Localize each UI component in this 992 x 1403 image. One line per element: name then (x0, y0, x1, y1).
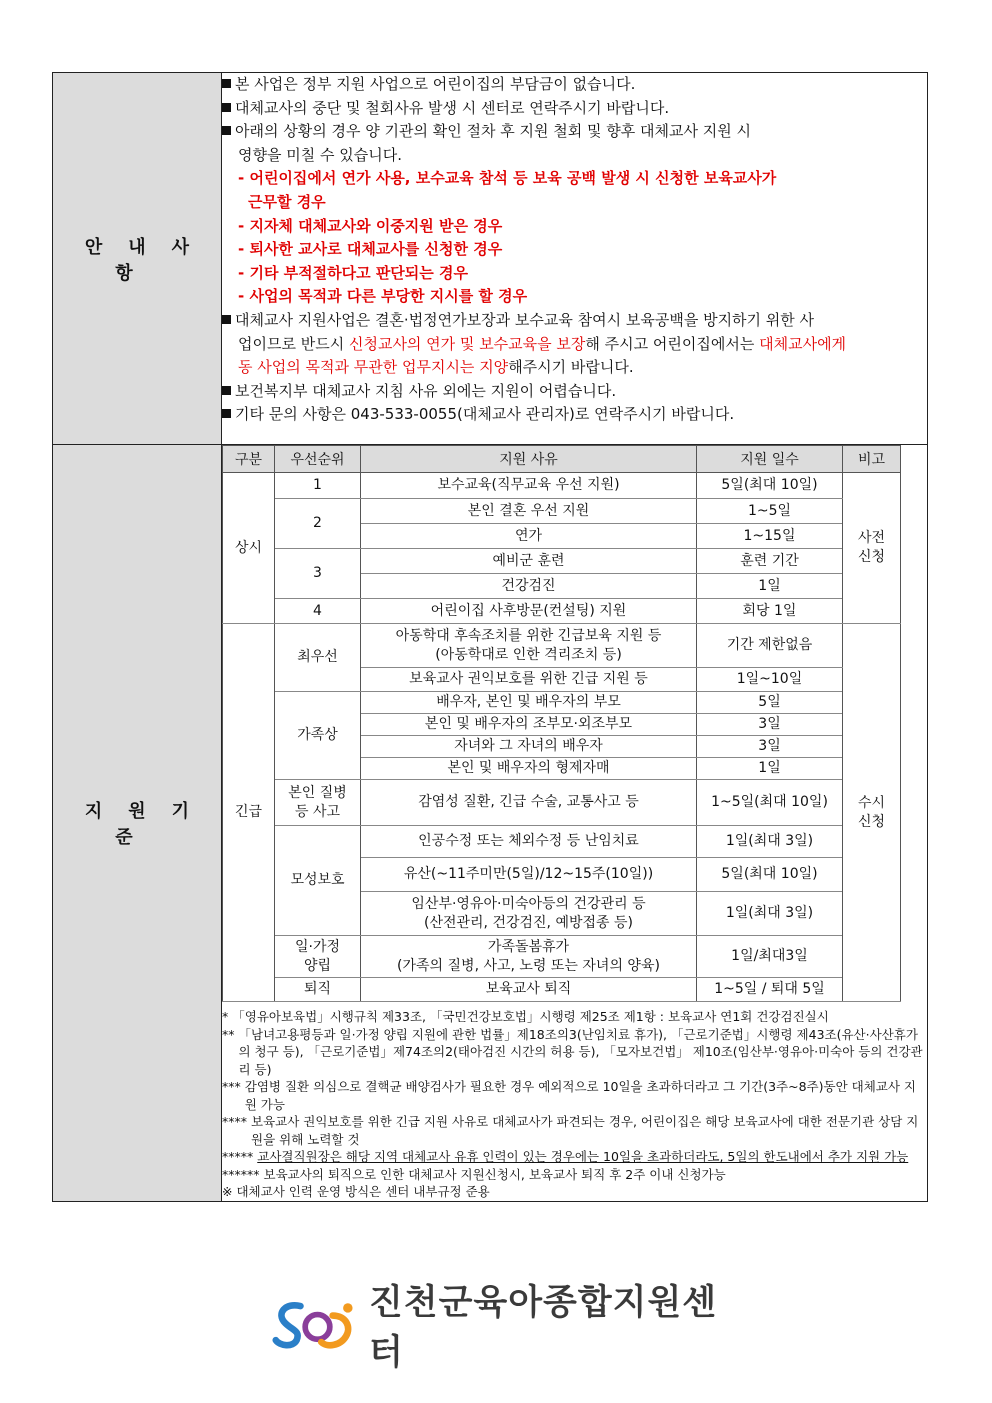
criteria-table (222, 445, 901, 1002)
days-cell: 5일(최대 10일) (697, 473, 843, 499)
footnote: **** 보육교사 권익보호를 위한 긴급 지원 사유로 대체교사가 파견되는 경우, 어린이집은 해당 보육교사에 대한 전문기관 상담 지원을 위해 노력할 것 (222, 1114, 919, 1147)
warning-item: - 어린이집에서 연가 사용, 보수교육 참석 등 보육 공백 발생 시 신청한 보육교사가 (238, 169, 777, 188)
days-cell: 1~15일 (697, 524, 843, 549)
priority-cell: 본인 질병 등 사고 (275, 780, 361, 826)
warning-item: - 퇴사한 교사로 대체교사를 신청한 경우 (238, 240, 503, 259)
days-cell: 1~5일 (697, 499, 843, 524)
reason-cell: 유산(~11주미만(5일)/12~15주(10일)) (361, 858, 697, 892)
days-cell: 5일 (697, 692, 843, 714)
header-remark: 비고 (843, 446, 901, 473)
notice-line: 대체교사의 중단 및 철회사유 발생 시 센터로 연락주시기 바랍니다. (222, 97, 927, 121)
criteria-header-row (223, 446, 901, 473)
reason-cell: 건강검진 (361, 574, 697, 599)
table-row (223, 549, 901, 574)
bullet-square-icon (222, 79, 231, 88)
notice-content (222, 73, 928, 445)
table-row (223, 978, 901, 1002)
days-cell: 5일(최대 10일) (697, 858, 843, 892)
footnotes (222, 1008, 927, 1201)
table-row (223, 936, 901, 978)
bullet-square-icon (222, 386, 231, 395)
table-row (223, 780, 901, 826)
reason-cell: 아동학대 후속조치를 위한 긴급보육 지원 등 (아동학대로 인한 격리조치 등) (361, 624, 697, 668)
days-cell: 1일 (697, 758, 843, 780)
reason-cell: 감염성 질환, 긴급 수술, 교통사고 등 (361, 780, 697, 826)
reason-cell: 임산부·영유아·미숙아등의 건강관리 등 (산전관리, 건강검진, 예방접종 등) (361, 892, 697, 936)
footnote: ***** 교사결직원장은 해당 지역 대체교사 유휴 인력이 있는 경우에는 10일을 초과하더라도, 5일의 한도내에서 추가 지원 가능 (222, 1149, 909, 1164)
header-category: 구분 (223, 446, 275, 473)
reason-cell: 인공수정 또는 체외수정 등 난임치료 (361, 826, 697, 858)
notice-line: 영향을 미칠 수 있습니다. (238, 145, 402, 164)
notice-label: 안내사항 (53, 73, 222, 445)
reason-cell: 자녀와 그 자녀의 배우자 (361, 736, 697, 758)
bullet-square-icon (222, 409, 231, 418)
bullet-square-icon (222, 126, 231, 135)
notice-line: 보건복지부 대체교사 지침 사유 외에는 지원이 어렵습니다. (222, 380, 927, 404)
days-cell: 3일 (697, 714, 843, 736)
days-cell: 기간 제한없음 (697, 624, 843, 668)
table-row (223, 599, 901, 624)
days-cell: 1일~10일 (697, 668, 843, 692)
warning-item: - 사업의 목적과 다른 부당한 지시를 할 경우 (238, 287, 528, 306)
priority-cell: 모성보호 (275, 826, 361, 936)
priority-cell: 일·가정 양립 (275, 936, 361, 978)
reason-cell: 보육교사 권익보호를 위한 긴급 지원 등 (361, 668, 697, 692)
notice-paragraph: 동 사업의 목적과 무관한 업무지시는 지양해주시기 바랍니다. (238, 358, 634, 377)
days-cell: 회당 1일 (697, 599, 843, 624)
notice-section (53, 73, 928, 445)
footnote: ※ 대체교사 인력 운영 방식은 센터 내부규정 준용 (222, 1184, 490, 1199)
priority-cell: 최우선 (275, 624, 361, 692)
table-row (223, 692, 901, 714)
priority-cell: 퇴직 (275, 978, 361, 1002)
priority-cell: 가족상 (275, 692, 361, 780)
reason-cell: 본인 결혼 우선 지원 (361, 499, 697, 524)
category-cell: 긴급 (223, 624, 275, 1002)
organization-logo (272, 1283, 732, 1373)
notice-paragraph: 대체교사 지원사업은 결혼·법정연가보장과 보수교육 참여시 보육공백을 방지하기 위한 사 (222, 309, 927, 333)
criteria-content (222, 445, 928, 1202)
guide-document-table (52, 72, 928, 1202)
warning-item: - 지자체 대체교사와 이중지원 받은 경우 (238, 216, 503, 235)
footnote: *** 감염병 질환 의심으로 결핵균 배양검사가 필요한 경우 예외적으로 10일을 초과하더라고 그 기간(3주~8주)동안 대체교사 지원 가능 (222, 1079, 916, 1112)
notice-paragraph: 업이므로 반드시 신청교사의 연가 및 보수교육을 보장해 주시고 어린이집에서는 대체교사에게 (238, 334, 847, 353)
reason-cell: 보육교사 퇴직 (361, 978, 697, 1002)
days-cell: 1~5일 / 퇴대 5일 (697, 978, 843, 1002)
reason-cell: 어린이집 사후방문(컨설팅) 지원 (361, 599, 697, 624)
reason-cell: 본인 및 배우자의 형제자매 (361, 758, 697, 780)
notice-line: 기타 문의 사항은 043-533-0055(대체교사 관리자)로 연락주시기 바랍니다. (222, 403, 927, 427)
notice-line: 본 사업은 정부 지원 사업으로 어린이집의 부담금이 없습니다. (222, 73, 927, 97)
days-cell: 1일/최대3일 (697, 936, 843, 978)
bullet-square-icon (222, 103, 231, 112)
header-reason: 지원 사유 (361, 446, 697, 473)
bullet-square-icon (222, 315, 231, 324)
footnote: * 「영유아보육법」시행규칙 제33조, 「국민건강보호법」시행령 제25조 제1항 : 보육교사 연1회 건강검진실시 (222, 1009, 829, 1024)
priority-cell: 1 (275, 473, 361, 499)
organization-name: 진천군육아종합지원센터 (369, 1283, 718, 1373)
table-row (223, 624, 901, 668)
reason-cell: 연가 (361, 524, 697, 549)
warning-item: - 기타 부적절하다고 판단되는 경우 (238, 263, 468, 282)
footnote: ****** 보육교사의 퇴직으로 인한 대체교사 지원신청시, 보육교사 퇴직 후 2주 이내 신청가능 (222, 1166, 726, 1182)
table-row (223, 473, 901, 499)
days-cell: 1일(최대 3일) (697, 892, 843, 936)
footnote: ** 「남녀고용평등과 일·가정 양립 지원에 관한 법률」제18조의3(난임치료 휴가), 「근로기준법」시행령 제43조(유산·사산휴가의 청구 등), 「근로기준법」제74조의2(태아검진 시간의 허용 등), 「모자보건법」 제10조(임산부·영유아·미숙아 등의 건강관리 등) (222, 1026, 923, 1077)
reason-cell: 본인 및 배우자의 조부모·외조부모 (361, 714, 697, 736)
remark-cell: 사전 신청 (843, 473, 901, 624)
table-row (223, 499, 901, 524)
header-priority: 우선순위 (275, 446, 361, 473)
priority-cell: 3 (275, 549, 361, 599)
reason-cell: 배우자, 본인 및 배우자의 부모 (361, 692, 697, 714)
days-cell: 1~5일(최대 10일) (697, 780, 843, 826)
days-cell: 3일 (697, 736, 843, 758)
priority-cell: 4 (275, 599, 361, 624)
notice-line: 아래의 상황의 경우 양 기관의 확인 절차 후 지원 철회 및 향후 대체교사 지원 시 (222, 120, 927, 144)
header-days: 지원 일수 (697, 446, 843, 473)
days-cell: 1일(최대 3일) (697, 826, 843, 858)
center-logo-icon (272, 1297, 363, 1353)
reason-cell: 예비군 훈련 (361, 549, 697, 574)
reason-cell: 보수교육(직무교육 우선 지원) (361, 473, 697, 499)
criteria-label: 지원기준 (53, 445, 222, 1202)
warning-item: 근무할 경우 (248, 192, 326, 211)
category-cell: 상시 (223, 473, 275, 624)
days-cell: 1일 (697, 574, 843, 599)
priority-cell: 2 (275, 499, 361, 549)
reason-cell: 가족돌봄휴가 (가족의 질병, 사고, 노령 또는 자녀의 양육) (361, 936, 697, 978)
days-cell: 훈련 기간 (697, 549, 843, 574)
table-row (223, 826, 901, 858)
remark-cell: 수시 신청 (843, 624, 901, 1002)
criteria-section (53, 445, 928, 1202)
